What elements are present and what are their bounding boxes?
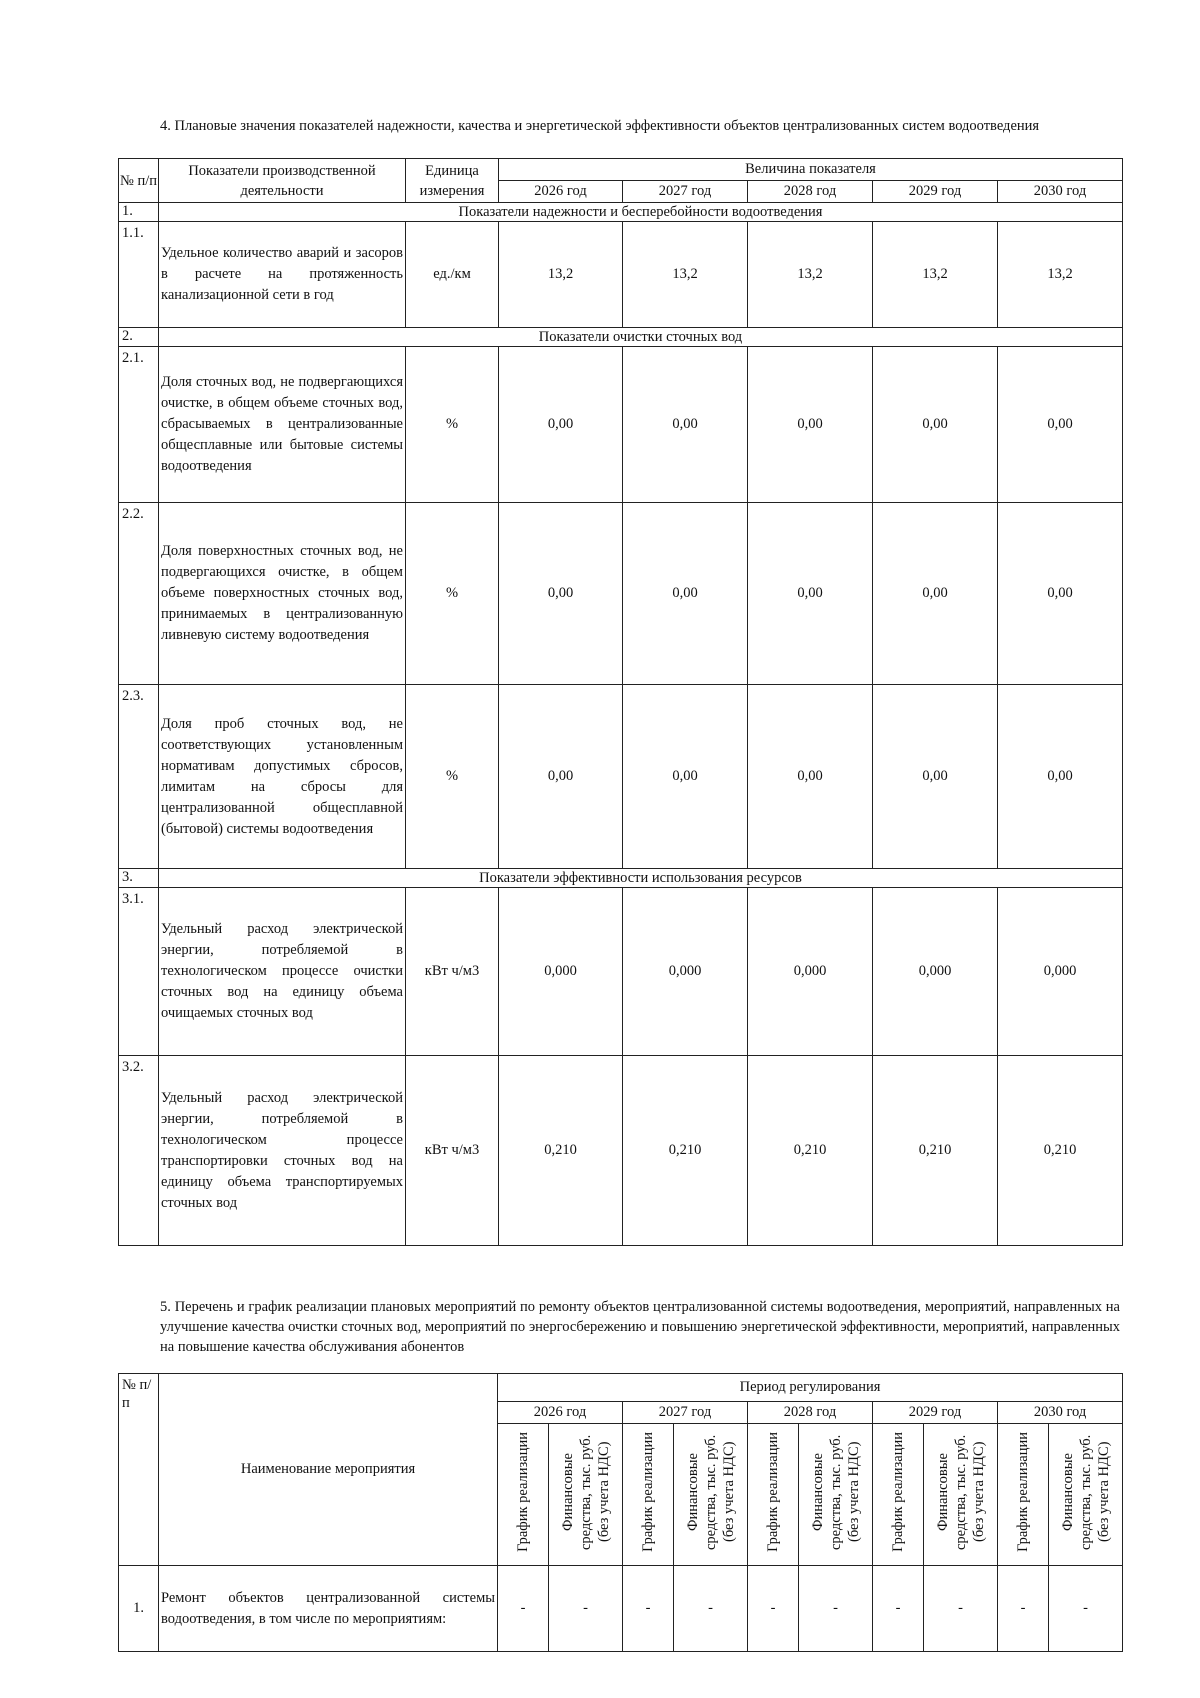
schedule-header-label: График реализации [765, 1432, 781, 1552]
measure-value: - [674, 1566, 748, 1652]
section-4-caption: 4. Плановые значения показателей надежности, качества и энергетической эффективности объектов централизованных систем водоотведения [160, 118, 1040, 134]
indicator-value: 0,00 [499, 503, 623, 685]
indicator-value: 0,00 [748, 347, 873, 503]
measure-num: 1. [119, 1566, 159, 1652]
schedule-header [498, 1424, 549, 1566]
indicator-unit: % [406, 503, 499, 685]
indicator-value: 0,210 [873, 1056, 998, 1246]
finance-header [1049, 1424, 1123, 1566]
indicator-value: 0,00 [998, 347, 1123, 503]
schedule-header-label: График реализации [515, 1432, 531, 1552]
indicator-value: 0,000 [623, 888, 748, 1056]
indicator-value: 0,210 [998, 1056, 1123, 1246]
measure-value: - [498, 1566, 549, 1652]
schedule-header [998, 1424, 1049, 1566]
indicator-value: 0,00 [748, 503, 873, 685]
finance-header-label: Финансовые средства, тыс. руб. (без учета НДС) [684, 1434, 737, 1550]
finance-header-label: Финансовые средства, тыс. руб. (без учета НДС) [559, 1434, 612, 1550]
indicator-num: 2.1. [119, 347, 159, 503]
measure-value: - [748, 1566, 799, 1652]
indicator-row [119, 888, 1123, 1056]
section-5-caption: 5. Перечень и график реализации плановых мероприятий по ремонту объектов централизованной системы водоотведения, мероприятий, направленных на улучшение качества очистки сточных вод, мероприятий по энергосбережению и повышению энергетической эффективности, мероприятий, направленных на повышение качества обслуживания абонентов [160, 1299, 1120, 1355]
indicator-value: 13,2 [873, 222, 998, 328]
section-num: 3. [119, 869, 159, 888]
indicator-num: 1.1. [119, 222, 159, 328]
indicator-unit: % [406, 347, 499, 503]
indicator-unit: кВт ч/м3 [406, 888, 499, 1056]
indicator-row [119, 347, 1123, 503]
indicator-num: 3.2. [119, 1056, 159, 1246]
section-title: Показатели надежности и бесперебойности водоотведения [159, 203, 1123, 222]
schedule-header [748, 1424, 799, 1566]
indicator-num: 2.2. [119, 503, 159, 685]
indicator-value: 0,000 [499, 888, 623, 1056]
indicator-value: 0,00 [623, 685, 748, 869]
header-year: 2026 год [499, 181, 623, 203]
measure-value: - [924, 1566, 998, 1652]
indicator-value: 0,00 [499, 347, 623, 503]
indicator-row [119, 222, 1123, 328]
header-year: 2027 год [623, 1402, 748, 1424]
indicator-name: Удельный расход электрической энергии, потребляемой в технологическом процессе очистки сточных вод на единицу объема очищаемых сточных вод [159, 888, 406, 1056]
finance-header [674, 1424, 748, 1566]
measure-value: - [623, 1566, 674, 1652]
indicators-table [118, 158, 1123, 1246]
finance-header [924, 1424, 998, 1566]
indicator-value: 0,00 [623, 503, 748, 685]
measure-name: Ремонт объектов централизованной системы водоотведения, в том числе по мероприятиям: [159, 1566, 498, 1652]
indicator-value: 0,000 [998, 888, 1123, 1056]
finance-header-label: Финансовые средства, тыс. руб. (без учета НДС) [809, 1434, 862, 1550]
header-year: 2027 год [623, 181, 748, 203]
indicator-unit: % [406, 685, 499, 869]
section-row [119, 203, 1123, 222]
indicator-value: 0,00 [623, 347, 748, 503]
indicator-value: 0,00 [499, 685, 623, 869]
indicator-name: Удельное количество аварий и засоров в расчете на протяженность канализационной сети в год [159, 222, 406, 328]
header-year: 2028 год [748, 1402, 873, 1424]
header-year: 2028 год [748, 181, 873, 203]
finance-header-label: Финансовые средства, тыс. руб. (без учета НДС) [934, 1434, 987, 1550]
header-year: 2029 год [873, 181, 998, 203]
header-year: 2030 год [998, 181, 1123, 203]
measure-row [119, 1566, 1123, 1652]
indicator-value: 0,00 [998, 503, 1123, 685]
section-title: Показатели эффективности использования ресурсов [159, 869, 1123, 888]
section-num: 2. [119, 328, 159, 347]
header-num: № п/п [119, 159, 159, 203]
header-unit: Единица измерения [406, 159, 499, 203]
indicator-name: Доля поверхностных сточных вод, не подвергающихся очистке, в общем объеме поверхностных сточных вод, принимаемых в централизованную ливневую систему водоотведения [159, 503, 406, 685]
header-name: Наименование мероприятия [159, 1374, 498, 1566]
indicator-value: 0,210 [499, 1056, 623, 1246]
header-period: Период регулирования [498, 1374, 1123, 1402]
header-value: Величина показателя [499, 159, 1123, 181]
indicator-row [119, 503, 1123, 685]
indicator-name: Удельный расход электрической энергии, потребляемой в технологическом процессе транспортировки сточных вод на единицу объема транспортируемых сточных вод [159, 1056, 406, 1246]
indicator-value: 0,00 [748, 685, 873, 869]
finance-header-label: Финансовые средства, тыс. руб. (без учета НДС) [1059, 1434, 1112, 1550]
indicator-value: 0,00 [998, 685, 1123, 869]
indicator-value: 13,2 [623, 222, 748, 328]
measure-value: - [549, 1566, 623, 1652]
schedule-header-label: График реализации [890, 1432, 906, 1552]
finance-header [799, 1424, 873, 1566]
measure-value: - [998, 1566, 1049, 1652]
schedule-header [873, 1424, 924, 1566]
indicator-value: 0,00 [873, 503, 998, 685]
indicator-name: Доля сточных вод, не подвергающихся очистке, в общем объеме сточных вод, сбрасываемых в централизованные общесплавные или бытовые системы водоотведения [159, 347, 406, 503]
indicator-value: 0,210 [748, 1056, 873, 1246]
indicator-value: 0,000 [748, 888, 873, 1056]
measure-value: - [799, 1566, 873, 1652]
indicator-value: 0,00 [873, 347, 998, 503]
schedule-header [623, 1424, 674, 1566]
indicator-row [119, 1056, 1123, 1246]
indicator-value: 13,2 [748, 222, 873, 328]
indicator-unit: ед./км [406, 222, 499, 328]
indicator-value: 0,210 [623, 1056, 748, 1246]
indicator-value: 13,2 [499, 222, 623, 328]
header-indicator: Показатели производственной деятельности [159, 159, 406, 203]
section-row [119, 328, 1123, 347]
measure-value: - [1049, 1566, 1123, 1652]
indicator-name: Доля проб сточных вод, не соответствующих установленным нормативам допустимых сбросов, лимитам на сбросы для централизованной общесплавной (бытовой) системы водоотведения [159, 685, 406, 869]
indicator-value: 0,000 [873, 888, 998, 1056]
section-num: 1. [119, 203, 159, 222]
header-year: 2026 год [498, 1402, 623, 1424]
indicator-num: 3.1. [119, 888, 159, 1056]
schedule-header-label: График реализации [1015, 1432, 1031, 1552]
section-title: Показатели очистки сточных вод [159, 328, 1123, 347]
indicator-unit: кВт ч/м3 [406, 1056, 499, 1246]
header-year: 2029 год [873, 1402, 998, 1424]
section-row [119, 869, 1123, 888]
finance-header [549, 1424, 623, 1566]
indicator-value: 0,00 [873, 685, 998, 869]
measure-value: - [873, 1566, 924, 1652]
header-year: 2030 год [998, 1402, 1123, 1424]
indicator-value: 13,2 [998, 222, 1123, 328]
schedule-header-label: График реализации [640, 1432, 656, 1552]
header-num: № п/п [119, 1374, 159, 1566]
measures-table [118, 1373, 1123, 1652]
indicator-row [119, 685, 1123, 869]
indicator-num: 2.3. [119, 685, 159, 869]
